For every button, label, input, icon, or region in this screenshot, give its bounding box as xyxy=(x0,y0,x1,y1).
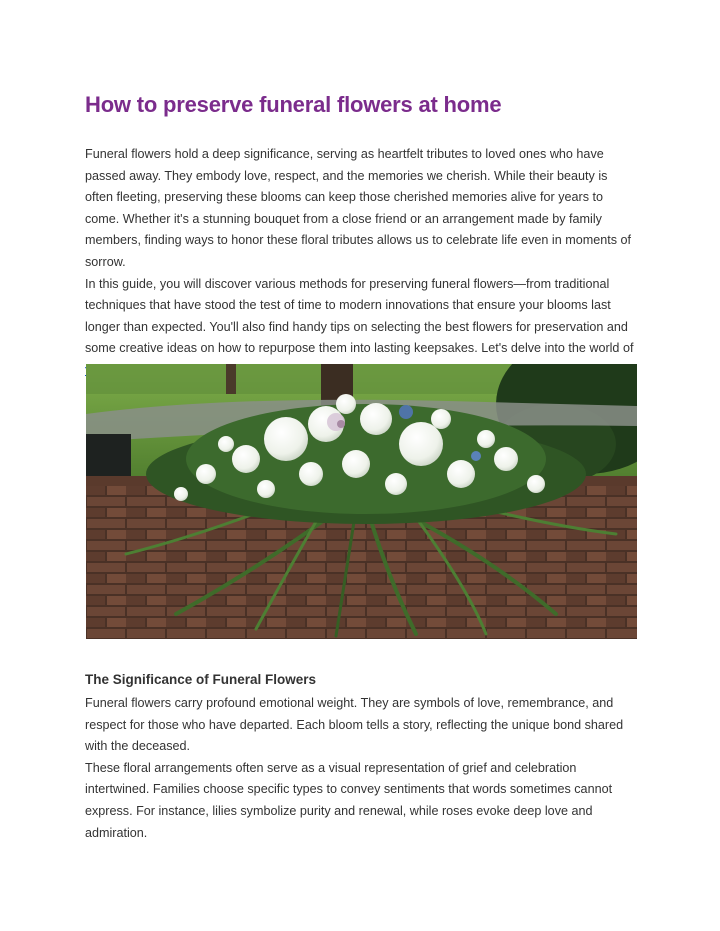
intro-paragraph-2-text: In this guide, you will discover various methods for preserving funeral flowers—from traditional techniques that have stood the test of time to modern innovations that ensure your blooms last longer than expected. You'll also find handy tips on selecting the best flowers for preservation and some creative ideas on how to repurpose them into lasting keepsakes. Let's delve into the world of xyxy=(85,276,634,356)
article-title: How to preserve funeral flowers at home xyxy=(85,92,502,117)
section-paragraph-2: These floral arrangements often serve as a visual representation of grief and celebration intertwined. Families choose specific types to convey sentiments that words sometimes cannot express. For instance, lilies symbolize purity and renewal, while roses evoke deep love and admiration. xyxy=(85,760,613,840)
intro-text xyxy=(85,144,637,382)
section-paragraph-1: Funeral flowers carry profound emotional weight. They are symbols of love, remembrance, and respect for those who have departed. Each bloom tells a story, reflecting the unique bond shared with the deceased. xyxy=(85,696,624,754)
photo-illustration xyxy=(86,364,637,639)
bench xyxy=(86,434,131,479)
funeral-flowers-photo xyxy=(86,364,637,639)
intro-paragraph-1: Funeral flowers hold a deep significance, serving as heartfelt tributes to loved ones who have passed away. They embody love, respect, and the memories we cherish. While their beauty is often fleeting, preserving these blooms can keep those cherished memories alive for years to come. Whether it's a stunning bouquet from a close friend or an arrangement made by family members, finding ways to honor these floral tributes allows us to celebrate life even in moments of sorrow. xyxy=(85,147,631,269)
section-significance-text xyxy=(85,693,637,844)
section-heading-significance: The Significance of Funeral Flowers xyxy=(85,672,317,687)
